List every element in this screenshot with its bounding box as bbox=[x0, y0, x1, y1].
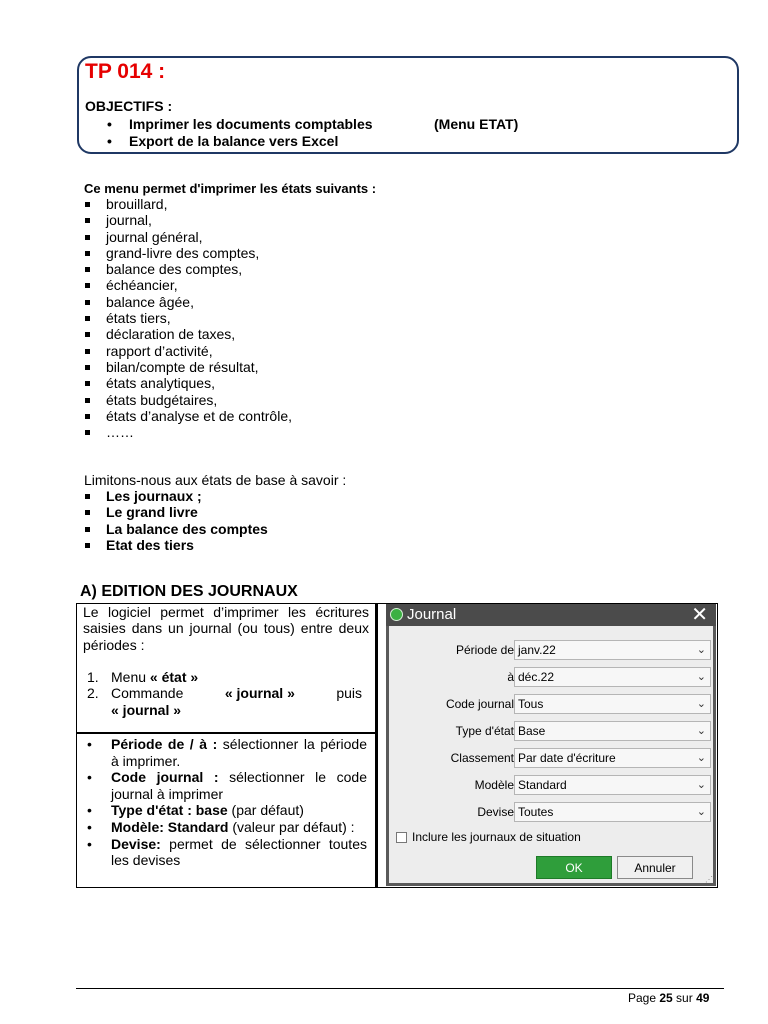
list-item: journal général, bbox=[84, 229, 292, 245]
fields-bullets bbox=[85, 736, 367, 869]
objective-text: Export de la balance vers Excel bbox=[129, 133, 339, 149]
fields-description-cell bbox=[76, 733, 376, 888]
bullet: • bbox=[107, 116, 112, 132]
list-item: • Période de / à : sélectionner la période à imprimer. bbox=[87, 736, 367, 769]
journal-code-select[interactable]: Tous ⌄ bbox=[514, 694, 711, 714]
report-type-field: Type d'état Base ⌄ bbox=[389, 721, 713, 743]
objectives-title: OBJECTIFS : bbox=[85, 98, 173, 114]
list-item: Etat des tiers bbox=[84, 537, 268, 553]
objectives-box bbox=[77, 56, 739, 154]
journal-dialog bbox=[386, 604, 716, 886]
objective-menu-hint: (Menu ETAT) bbox=[434, 116, 519, 132]
list-item: brouillard, bbox=[84, 196, 292, 212]
objective-text: Imprimer les documents comptables bbox=[129, 116, 373, 132]
list-item: journal, bbox=[84, 212, 292, 228]
dialog-body: Période de janv.22 ⌄ à déc.22 ⌄ Code journal Tous ⌄ Type d'état Base ⌄ Classement Par date d'écriture ⌄ Modèle Standard ⌄ Devise Toutes ⌄ Inclure les journaux de situation bbox=[389, 626, 713, 883]
list-item: rapport d’activité, bbox=[84, 343, 292, 359]
list-item: La balance des comptes bbox=[84, 521, 268, 537]
list-item: déclaration de taxes, bbox=[84, 326, 292, 342]
states-intro: Ce menu permet d'imprimer les états suivants : bbox=[84, 181, 377, 196]
list-item: balance âgée, bbox=[84, 294, 292, 310]
currency-select[interactable]: Toutes ⌄ bbox=[514, 802, 711, 822]
list-item: grand-livre des comptes, bbox=[84, 245, 292, 261]
currency-field: Devise Toutes ⌄ bbox=[389, 802, 713, 824]
list-item: • Devise: permet de sélectionner toutes les devises bbox=[87, 835, 367, 869]
app-icon bbox=[390, 608, 403, 621]
dialog-title: Journal bbox=[407, 606, 457, 623]
list-item: • Modèle: Standard (valeur par défaut) : bbox=[87, 818, 355, 835]
list-item: Les journaux ; bbox=[84, 488, 268, 504]
resize-grip-icon[interactable]: ⋰ bbox=[705, 875, 713, 884]
objectives-list bbox=[79, 116, 737, 150]
page-footer: Page 25 sur 49 bbox=[628, 991, 710, 1005]
sort-select[interactable]: Par date d'écriture ⌄ bbox=[514, 748, 711, 768]
step-item: 1. Menu « état » bbox=[87, 669, 199, 685]
period-to-field: à déc.22 ⌄ bbox=[389, 667, 713, 689]
objective-item bbox=[79, 116, 737, 133]
list-item: Le grand livre bbox=[84, 504, 268, 520]
chevron-down-icon: ⌄ bbox=[696, 698, 706, 710]
model-field: Modèle Standard ⌄ bbox=[389, 775, 713, 797]
chevron-down-icon: ⌄ bbox=[696, 806, 706, 818]
instructions-cell bbox=[76, 603, 376, 733]
period-from-select[interactable]: janv.22 ⌄ bbox=[514, 640, 711, 660]
model-select[interactable]: Standard ⌄ bbox=[514, 775, 711, 795]
checkbox[interactable] bbox=[396, 832, 407, 843]
screenshot-cell bbox=[376, 603, 718, 888]
list-item: balance des comptes, bbox=[84, 261, 292, 277]
chevron-down-icon: ⌄ bbox=[696, 725, 706, 737]
ok-button[interactable]: OK bbox=[536, 856, 612, 879]
footer-divider bbox=[76, 988, 724, 989]
list-item: états analytiques, bbox=[84, 375, 292, 391]
step-item: 2. Commande « journal » puis « journal » bbox=[87, 685, 362, 718]
states-list bbox=[84, 196, 292, 440]
section-title: A) EDITION DES JOURNAUX bbox=[80, 583, 298, 600]
list-item: …… bbox=[84, 424, 292, 440]
journal-code-field: Code journal Tous ⌄ bbox=[389, 694, 713, 716]
list-item: • Code journal : sélectionner le code journal à imprimer bbox=[87, 769, 367, 802]
period-to-select[interactable]: déc.22 ⌄ bbox=[514, 667, 711, 687]
close-icon[interactable]: ✕ bbox=[691, 604, 708, 626]
tp-title: TP 014 : bbox=[85, 60, 166, 83]
base-states-intro: Limitons-nous aux états de base à savoir : bbox=[84, 472, 347, 488]
period-from-field: Période de janv.22 ⌄ bbox=[389, 640, 713, 662]
chevron-down-icon: ⌄ bbox=[696, 671, 706, 683]
list-item: • Type d'état : base (par défaut) bbox=[87, 802, 304, 819]
list-item: bilan/compte de résultat, bbox=[84, 359, 292, 375]
report-type-select[interactable]: Base ⌄ bbox=[514, 721, 711, 741]
chevron-down-icon: ⌄ bbox=[696, 752, 706, 764]
chevron-down-icon: ⌄ bbox=[696, 644, 706, 656]
chevron-down-icon: ⌄ bbox=[696, 779, 706, 791]
list-item: états tiers, bbox=[84, 310, 292, 326]
intro-paragraph: Le logiciel permet d’imprimer les écritures saisies dans un journal (ou tous) entre deux périodes : bbox=[83, 604, 369, 653]
objective-item bbox=[79, 133, 737, 150]
sort-field: Classement Par date d'écriture ⌄ bbox=[389, 748, 713, 770]
list-item: échéancier, bbox=[84, 277, 292, 293]
list-item: états d’analyse et de contrôle, bbox=[84, 408, 292, 424]
dialog-titlebar bbox=[386, 604, 716, 626]
bullet: • bbox=[107, 133, 112, 149]
list-item: états budgétaires, bbox=[84, 392, 292, 408]
base-states-list bbox=[84, 488, 268, 553]
steps-list bbox=[87, 669, 362, 718]
cancel-button[interactable]: Annuler bbox=[617, 856, 693, 879]
